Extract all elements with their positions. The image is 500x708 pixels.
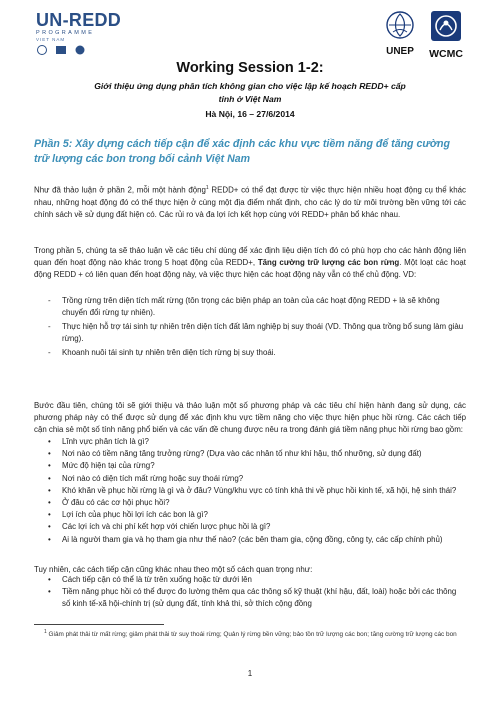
list-item-text: Khoanh nuôi tái sinh tự nhiên trên diện tích rừng bị suy thoái.	[62, 347, 276, 357]
bullet-marker: •	[48, 522, 51, 532]
paragraph-intro	[34, 182, 466, 221]
list-item	[34, 534, 466, 546]
dash-marker: -	[48, 296, 51, 305]
bullet-marker: •	[48, 587, 51, 597]
bullet-marker: •	[48, 437, 51, 446]
unep-logo	[382, 10, 418, 57]
criteria-list	[34, 436, 466, 546]
list-item	[34, 295, 466, 319]
footnote	[34, 628, 466, 640]
list-item	[34, 473, 466, 485]
list-item	[34, 448, 466, 460]
list-item-text: Lợi ích của phục hồi lợi ích các bon là gì?	[62, 510, 208, 520]
dash-marker: -	[48, 321, 51, 331]
paragraph-differences: Tuy nhiên, các cách tiếp cận cũng khác nhau theo một số cách quan trọng như:	[34, 565, 313, 574]
list-item-text: Thực hiện hỗ trợ tái sinh tự nhiên trên diện tích đất lâm nghiệp bị suy thoái (VD. Thông qua trồng bổ sung làm giàu rừng).	[62, 321, 464, 344]
list-item	[34, 586, 466, 610]
paragraph-intro-start: Như đã thảo luận ở phần 2, mỗi một hành động	[34, 185, 206, 195]
bullet-marker: •	[48, 449, 51, 459]
list-item	[34, 509, 466, 521]
page-number: 1	[247, 669, 253, 678]
list-item-text: Khó khăn về phục hồi rừng là gì và ở đâu? Vùng/khu vực có tính khả thi về phục hồi kinh tế, xã hội, hệ sinh thái?	[62, 485, 457, 495]
list-item	[34, 497, 466, 509]
bullet-marker: •	[48, 473, 51, 483]
unredd-logo-country: VIET NAM	[36, 37, 66, 42]
unredd-logo	[36, 11, 121, 56]
paragraph-part5-rest: . Một loạt các hoạt động REDD + có liên quan đến hoạt động này, và việc thực hiện các hoạt động này vẫn có thể chủ động. VD:	[34, 258, 466, 280]
list-item	[34, 321, 466, 345]
bullet-marker: •	[48, 498, 51, 508]
page-subtitle: Giới thiệu ứng dụng phân tích không gian cho việc lập kế hoạch REDD+ cấp tỉnh ở Việt Nam	[94, 81, 406, 104]
list-item	[34, 574, 466, 586]
list-item-text: Mức độ hiện tại của rừng?	[62, 461, 155, 471]
list-item-text: Nơi nào có diện tích mất rừng hoặc suy thoái rừng?	[62, 473, 244, 483]
list-item	[34, 521, 466, 533]
unep-emblem-icon	[385, 10, 415, 40]
list-item-text: Nơi nào có tiềm năng tăng trưởng rừng? (Dựa vào các nhân tố như khí hậu, thổ nhưỡng, sử dụng đất)	[62, 449, 422, 459]
date-location: Hà Nội, 16 – 27/6/2014	[205, 109, 295, 119]
footnote-text: Giảm phát thải từ mất rừng; giảm phát thải từ suy thoái rừng; Quản lý rừng bền vững; bảo tồn trữ lượng các bon; tăng cường trữ lượng các bon	[46, 631, 457, 639]
paragraph-part5-start: Trong phần 5, chúng ta sẽ thảo luận về các tiêu chí dùng để xác định liệu diện tích đó có phù hợp cho các hành động liên quan đến hoạt động nào khác trong 5 hoạt động của REDD+,	[34, 246, 466, 268]
bullet-marker: •	[48, 534, 51, 544]
activity-list	[34, 295, 466, 361]
dash-marker: -	[48, 347, 51, 357]
list-item	[34, 460, 466, 472]
wcmc-emblem-icon	[430, 10, 462, 42]
paragraph-methods: Bước đầu tiên, chúng tôi sẽ giới thiệu và thảo luận một số phương pháp và các tiêu chí hiện hành đang sử dụng, các phương pháp này có thể được sử dụng để xác định khu vực tiềm năng cho việc thực hiện phục hồi rừng. Các cách tiếp cận chia sẻ một số tính năng phổ biến và các vấn đề chung được nêu ra trong đánh giá tiềm năng phục hồi rừng bao gồm:	[34, 401, 466, 435]
list-item-text: Lĩnh vực phân tích là gì?	[62, 437, 149, 446]
bullet-marker: •	[48, 461, 51, 471]
list-item-text: Trồng rừng trên diện tích mất rừng (tôn trọng các biện pháp an toàn của các hoạt động REDD + là sẽ không chuyển đổi rừng tự nhiên).	[62, 296, 440, 318]
paragraph-part5-bold: Tăng cường trữ lượng các bon rừng	[257, 258, 400, 268]
section-heading: Phần 5: Xây dựng cách tiếp cận để xác định các khu vực tiềm năng để tăng cường trữ lượng các bon trong bối cảnh Việt Nam	[34, 138, 450, 165]
list-item	[34, 347, 466, 359]
list-item	[34, 436, 466, 448]
bullet-marker: •	[48, 485, 51, 495]
list-item-text: Các lợi ích và chi phí kết hợp với chiến lược phục hồi là gì?	[62, 522, 271, 532]
unep-logo-text: UNEP	[386, 46, 414, 57]
paragraph-part5	[34, 245, 466, 282]
list-item-text: Ở đâu có các cơ hội phục hồi?	[62, 498, 170, 508]
differences-list	[34, 574, 466, 611]
page-title: Working Session 1-2:	[176, 60, 324, 76]
wcmc-logo	[424, 10, 468, 60]
list-item-text: Cách tiếp cận có thể là từ trên xuống hoặc từ dưới lên	[62, 575, 252, 584]
unredd-logo-text: UN-REDD	[36, 10, 122, 30]
footnote-ref: 1	[205, 185, 209, 191]
wcmc-logo-text: WCMC	[429, 48, 463, 60]
footnote-divider	[34, 624, 164, 625]
list-item-text: Ai là người tham gia và họ tham gia như thế nào? (các bên tham gia, cộng đồng, công ty, các cấp chính phủ)	[62, 534, 443, 544]
list-item-text: Tiềm năng phục hồi có thể được đo lường thêm qua các thông số kỹ thuật (khí hậu, đất, loài) hoặc bởi các thông số kinh tế-xã hội-chính trị (sử dụng đất, tính khả thi, sở thích cộng đồng	[62, 587, 457, 609]
bullet-marker: •	[48, 575, 51, 584]
list-item	[34, 485, 466, 497]
unredd-logo-sub: PROGRAMME	[36, 30, 95, 36]
bullet-marker: •	[48, 510, 51, 520]
footnote-number: 1	[44, 629, 47, 635]
un-agencies-icon	[36, 44, 106, 56]
paragraph-intro-rest: REDD+ có thể đạt được từ việc thực hiện nhiều hoạt động cụ thể khác nhau, những hoạt động đó có thể thực hiện ở cùng một địa điểm nhất định, cho các lý do từ môi trường bền vững tới các chính sách về sử dụng đất hiện có. Các rủi ro và đa lợi ích kết hợp cùng với REDD+ phân bổ khác nhau.	[34, 185, 466, 220]
